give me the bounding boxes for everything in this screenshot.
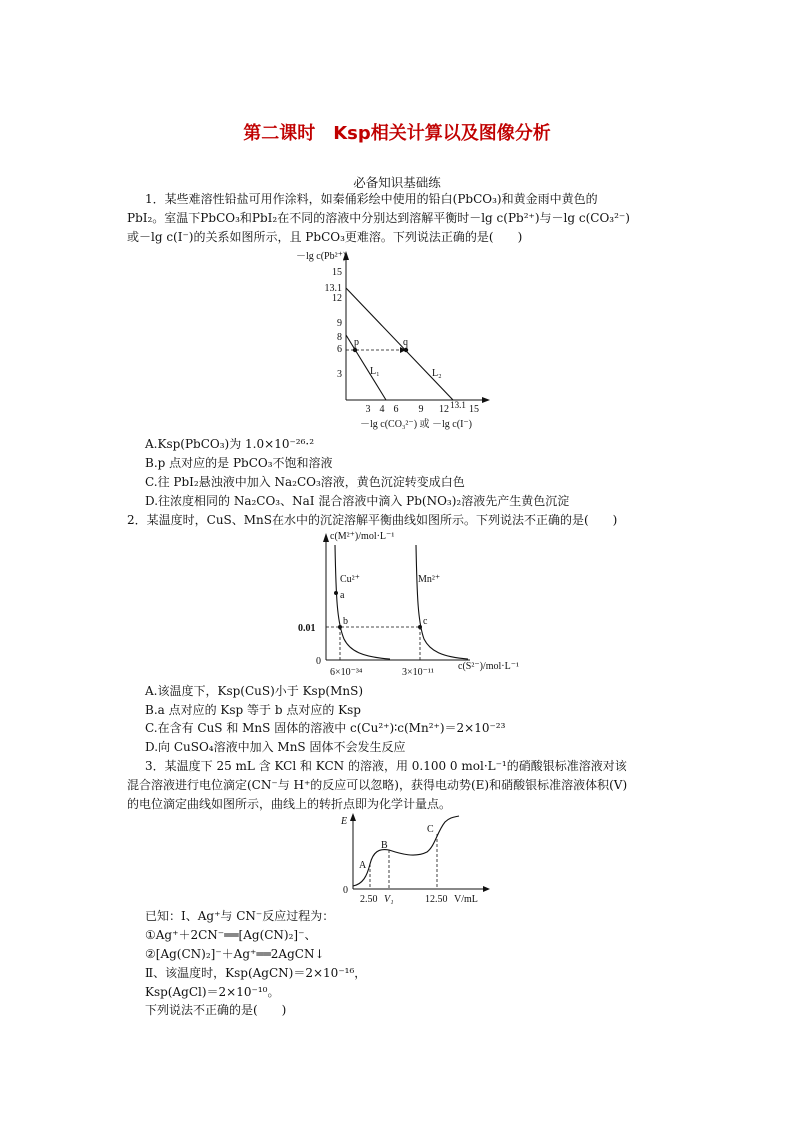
q3-known-0: 已知：Ⅰ、Ag⁺与 CN⁻反应过程为： [145,909,335,923]
q2-point-c [418,625,422,629]
q2-label-mn: Mn²⁺ [418,574,441,585]
q1-y-label: －lg c(Pb²⁺) [296,251,347,262]
q1-ytick: 8 [337,332,342,343]
q2-point-b [338,625,342,629]
q2-xtick-1: 6×10⁻³⁴ [330,667,363,678]
q1-ytick: 15 [332,267,342,278]
q3-known-3: Ⅱ、该温度时，Ksp(AgCN)＝2×10⁻¹⁶， [145,966,367,980]
q1-option-b: B.p 点对应的是 PbCO₃不饱和溶液 [145,456,333,470]
q1-xtick: 12 [439,404,449,415]
q1-point-p [353,348,357,352]
q1-x-arrow [482,397,490,403]
q2-label-cu: Cu²⁺ [340,574,360,585]
q3-xtick-3: 12.50 [425,894,448,905]
q3-line-3: 的电位滴定曲线如图所示，曲线上的转折点即为化学计量点。 [127,797,452,811]
q2-option-a: A.该温度下，Ksp(CuS)小于 Ksp(MnS) [145,684,363,698]
q3-x-label: V/mL [454,894,478,905]
q3-known-2: ②[Ag(CN)₂]⁻＋Ag⁺══2AgCN↓ [145,947,325,961]
q2-origin: 0 [316,656,321,667]
q1-line-L1 [346,335,386,400]
q3-figure [337,812,497,907]
q3-line-1: 3．某温度下 25 mL 含 KCl 和 KCN 的溶液，用 0.100 0 mol·L⁻¹的硝酸银标准溶液对该 [145,759,627,773]
page-title: 第二课时 Ksp相关计算以及图像分析 [243,123,551,144]
q1-xtick: 4 [379,404,385,415]
q3-y-arrow [350,813,356,821]
q1-option-c: C.往 PbI₂悬浊液中加入 Na₂CO₃溶液，黄色沉淀转变成白色 [145,475,465,489]
section-heading: 必备知识基础练 [353,175,441,190]
q1-line-3: 或－lg c(I⁻)的关系如图所示，且 PbCO₃更难溶。下列说法正确的是( ) [127,230,523,244]
q2-curve-mn [416,545,468,659]
q1-ytick: 6 [337,344,342,355]
q2-option-d: D.向 CuSO₄溶液中加入 MnS 固体不会发生反应 [145,740,406,754]
q3-xtick-2: V₁ [384,894,394,905]
q2-point-a [334,591,338,595]
q2-line-1: 2．某温度时，CuS、MnS在水中的沉淀溶解平衡曲线如图所示。下列说法不正确的是( ) [127,513,618,527]
q3-label-B: B [381,840,388,851]
q2-option-b: B.a 点对应的 Ksp 等于 b 点对应的 Ksp [145,703,361,717]
q1-xtick: 13.1 [450,400,466,410]
q3-label-A: A [359,860,367,871]
q1-x-label: －lg c(CO₃²⁻) 或 －lg c(I⁻) [360,419,473,430]
q1-xtick: 3 [365,404,371,415]
q1-line-1: 1．某些难溶性铅盐可用作涂料，如秦俑彩绘中使用的铅白(PbCO₃)和黄金雨中黄色的 [145,192,598,206]
q2-label-a: a [340,590,345,601]
q1-line-L2 [346,288,453,400]
q3-x-arrow [483,886,490,892]
q2-y-label: c(M²⁺)/mol·L⁻¹ [330,531,395,542]
q3-origin: 0 [343,885,348,896]
q1-ytick: 9 [337,318,342,329]
q1-xtick: 15 [469,404,479,415]
q2-y-arrow [323,533,329,542]
q1-label-L2: L₂ [432,368,442,379]
q3-known-4: Ksp(AgCl)＝2×10⁻¹⁰。 [145,985,280,999]
q3-xtick-1: 2.50 [360,894,378,905]
q1-option-d: D.往浓度相同的 Na₂CO₃、NaI 混合溶液中滴入 Pb(NO₃)₂溶液先产生黄色沉淀 [145,494,570,508]
q3-prompt: 下列说法不正确的是( ) [145,1003,287,1017]
q1-ytick: 12 [332,293,342,304]
q2-xtick-2: 3×10⁻¹¹ [402,667,434,678]
q1-label-p: p [354,337,359,348]
q2-curve-cu [335,545,390,659]
q2-label-c: c [423,616,428,627]
q2-label-b: b [343,616,348,627]
q3-label-C: C [427,824,434,835]
q1-ytick: 13.1 [324,283,342,294]
q3-y-label: E [341,816,348,827]
q1-label-L1: L₁ [370,366,380,377]
q1-xtick: 6 [393,404,399,415]
q2-option-c: C.在含有 CuS 和 MnS 固体的溶液中 c(Cu²⁺)∶c(Mn²⁺)＝2×10⁻²³ [145,721,506,735]
q1-line-2: PbI₂。室温下PbCO₃和PbI₂在不同的溶液中分别达到溶解平衡时－lg c(Pb²⁺)与－lg c(CO₃²⁻) [127,211,630,225]
q1-label-q: q [403,337,408,348]
q1-figure [290,245,510,435]
q3-known-1: ①Ag⁺＋2CN⁻══[Ag(CN)₂]⁻、 [145,928,317,942]
q1-ytick: 3 [337,369,342,380]
q3-curve [353,816,459,886]
q3-line-2: 混合溶液进行电位滴定(CN⁻与 H⁺的反应可以忽略)，获得电动势(E)和硝酸银标准溶液体积(V) [127,778,628,792]
q1-option-a: A.Ksp(PbCO₃)为 1.0×10⁻²⁶·² [145,437,315,451]
q1-xtick: 9 [418,404,424,415]
q2-figure [290,527,530,682]
q2-x-label: c(S²⁻)/mol·L⁻¹ [458,661,519,672]
q2-ytick-001: 0.01 [298,623,316,634]
